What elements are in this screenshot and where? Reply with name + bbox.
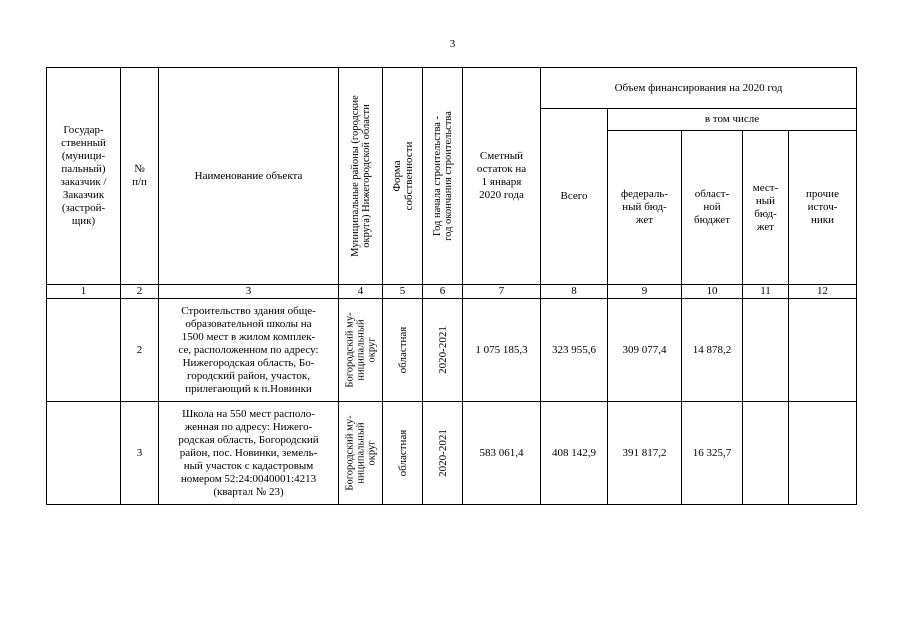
table-row — [47, 299, 857, 402]
row-estimate-balance: 583 061,4 — [463, 402, 541, 505]
row-local — [743, 402, 789, 505]
row-customer — [47, 402, 121, 505]
row-years: 2020-2021 — [423, 299, 463, 402]
row-ownership: областная — [383, 299, 423, 402]
header-including: в том числе — [608, 109, 857, 131]
row-number: 2 — [121, 299, 159, 402]
financing-table — [46, 67, 857, 505]
row-total: 323 955,6 — [541, 299, 608, 402]
header-other: прочие источ- ники — [789, 131, 857, 285]
header-districts: Муниципальные районы (городские округа) Нижегородской области — [339, 68, 383, 285]
header-regional: област- ной бюджет — [682, 131, 743, 285]
column-number: 3 — [159, 285, 339, 299]
row-other — [789, 299, 857, 402]
row-regional: 14 878,2 — [682, 299, 743, 402]
row-object-name: Школа на 550 мест располо- женная по адресу: Нижего- родская область, Богородский район, пос. Новинки, земель- ный участок с кадастровым номером 52:24:0040001:4213 (квартал № 23) — [159, 402, 339, 505]
column-number: 12 — [789, 285, 857, 299]
row-total: 408 142,9 — [541, 402, 608, 505]
column-number: 7 — [463, 285, 541, 299]
row-other — [789, 402, 857, 505]
table-row — [47, 402, 857, 505]
header-estimate-balance: Сметный остаток на 1 января 2020 года — [463, 68, 541, 285]
row-ownership: областная — [383, 402, 423, 505]
column-number-row — [47, 285, 857, 299]
row-years: 2020-2021 — [423, 402, 463, 505]
page-number: 3 — [449, 38, 456, 50]
column-number: 8 — [541, 285, 608, 299]
column-number: 11 — [743, 285, 789, 299]
row-federal: 309 077,4 — [608, 299, 682, 402]
column-number: 6 — [423, 285, 463, 299]
header-number: № п/п — [121, 68, 159, 285]
row-number: 3 — [121, 402, 159, 505]
column-number: 9 — [608, 285, 682, 299]
column-number: 4 — [339, 285, 383, 299]
row-district: Богородский му- ниципальный округ — [339, 299, 383, 402]
column-number: 1 — [47, 285, 121, 299]
row-district: Богородский му- ниципальный округ — [339, 402, 383, 505]
row-estimate-balance: 1 075 185,3 — [463, 299, 541, 402]
header-ownership: Форма собственности — [383, 68, 423, 285]
row-regional: 16 325,7 — [682, 402, 743, 505]
column-number: 2 — [121, 285, 159, 299]
header-local: мест- ный бюд- жет — [743, 131, 789, 285]
row-federal: 391 817,2 — [608, 402, 682, 505]
header-customer: Государ- ственный (муници- пальный) заказчик / Заказчик (застрой- щик) — [47, 68, 121, 285]
column-number: 5 — [383, 285, 423, 299]
row-object-name: Строительство здания обще- образовательной школы на 1500 мест в жилом комплек- се, расположенном по адресу: Нижегородская область, Бо- городский район, участок, прилегающий к п.Новинки — [159, 299, 339, 402]
header-federal: федераль- ный бюд- жет — [608, 131, 682, 285]
row-local — [743, 299, 789, 402]
header-financing: Объем финансирования на 2020 год — [541, 68, 857, 109]
row-customer — [47, 299, 121, 402]
header-total: Всего — [541, 109, 608, 285]
header-years: Год начала строительства - год окончания строительства — [423, 68, 463, 285]
column-number: 10 — [682, 285, 743, 299]
header-object-name: Наименование объекта — [159, 68, 339, 285]
